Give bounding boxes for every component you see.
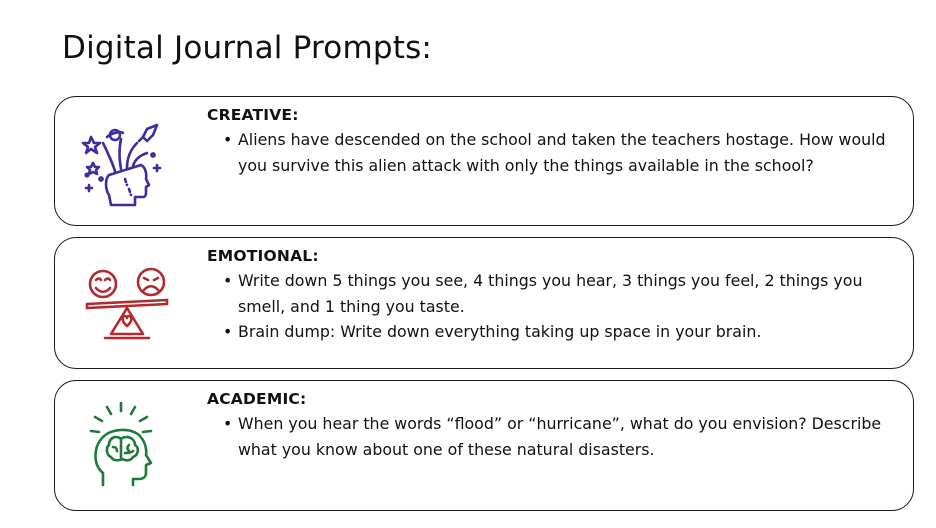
prompt-item: • Brain dump: Write down everything taking up space in your brain. (207, 319, 903, 345)
prompt-card-emotional (54, 237, 914, 369)
prompt-item: • Write down 5 things you see, 4 things you hear, 3 things you feel, 2 things you smell, and 1 thing you taste. (207, 268, 903, 319)
prompt-card-academic (54, 380, 914, 511)
prompt-item: • Aliens have descended on the school and taken the teachers hostage. How would you survive this alien attack with only the things available in the school? (207, 127, 903, 178)
card-heading: CREATIVE: (207, 106, 299, 124)
emotion-balance-icon (81, 258, 173, 350)
prompt-list (207, 268, 903, 345)
page-title: Digital Journal Prompts: (62, 30, 433, 66)
prompt-card-creative (54, 96, 914, 226)
card-heading: EMOTIONAL: (207, 247, 319, 265)
prompt-item: • When you hear the words “flood” or “hurricane”, what do you envision? Describe what you know about one of these natural disasters. (207, 411, 903, 462)
card-heading: ACADEMIC: (207, 390, 307, 408)
imagination-head-icon (81, 119, 173, 211)
brain-head-icon (81, 399, 173, 491)
prompt-list (207, 127, 903, 178)
prompt-list (207, 411, 903, 462)
